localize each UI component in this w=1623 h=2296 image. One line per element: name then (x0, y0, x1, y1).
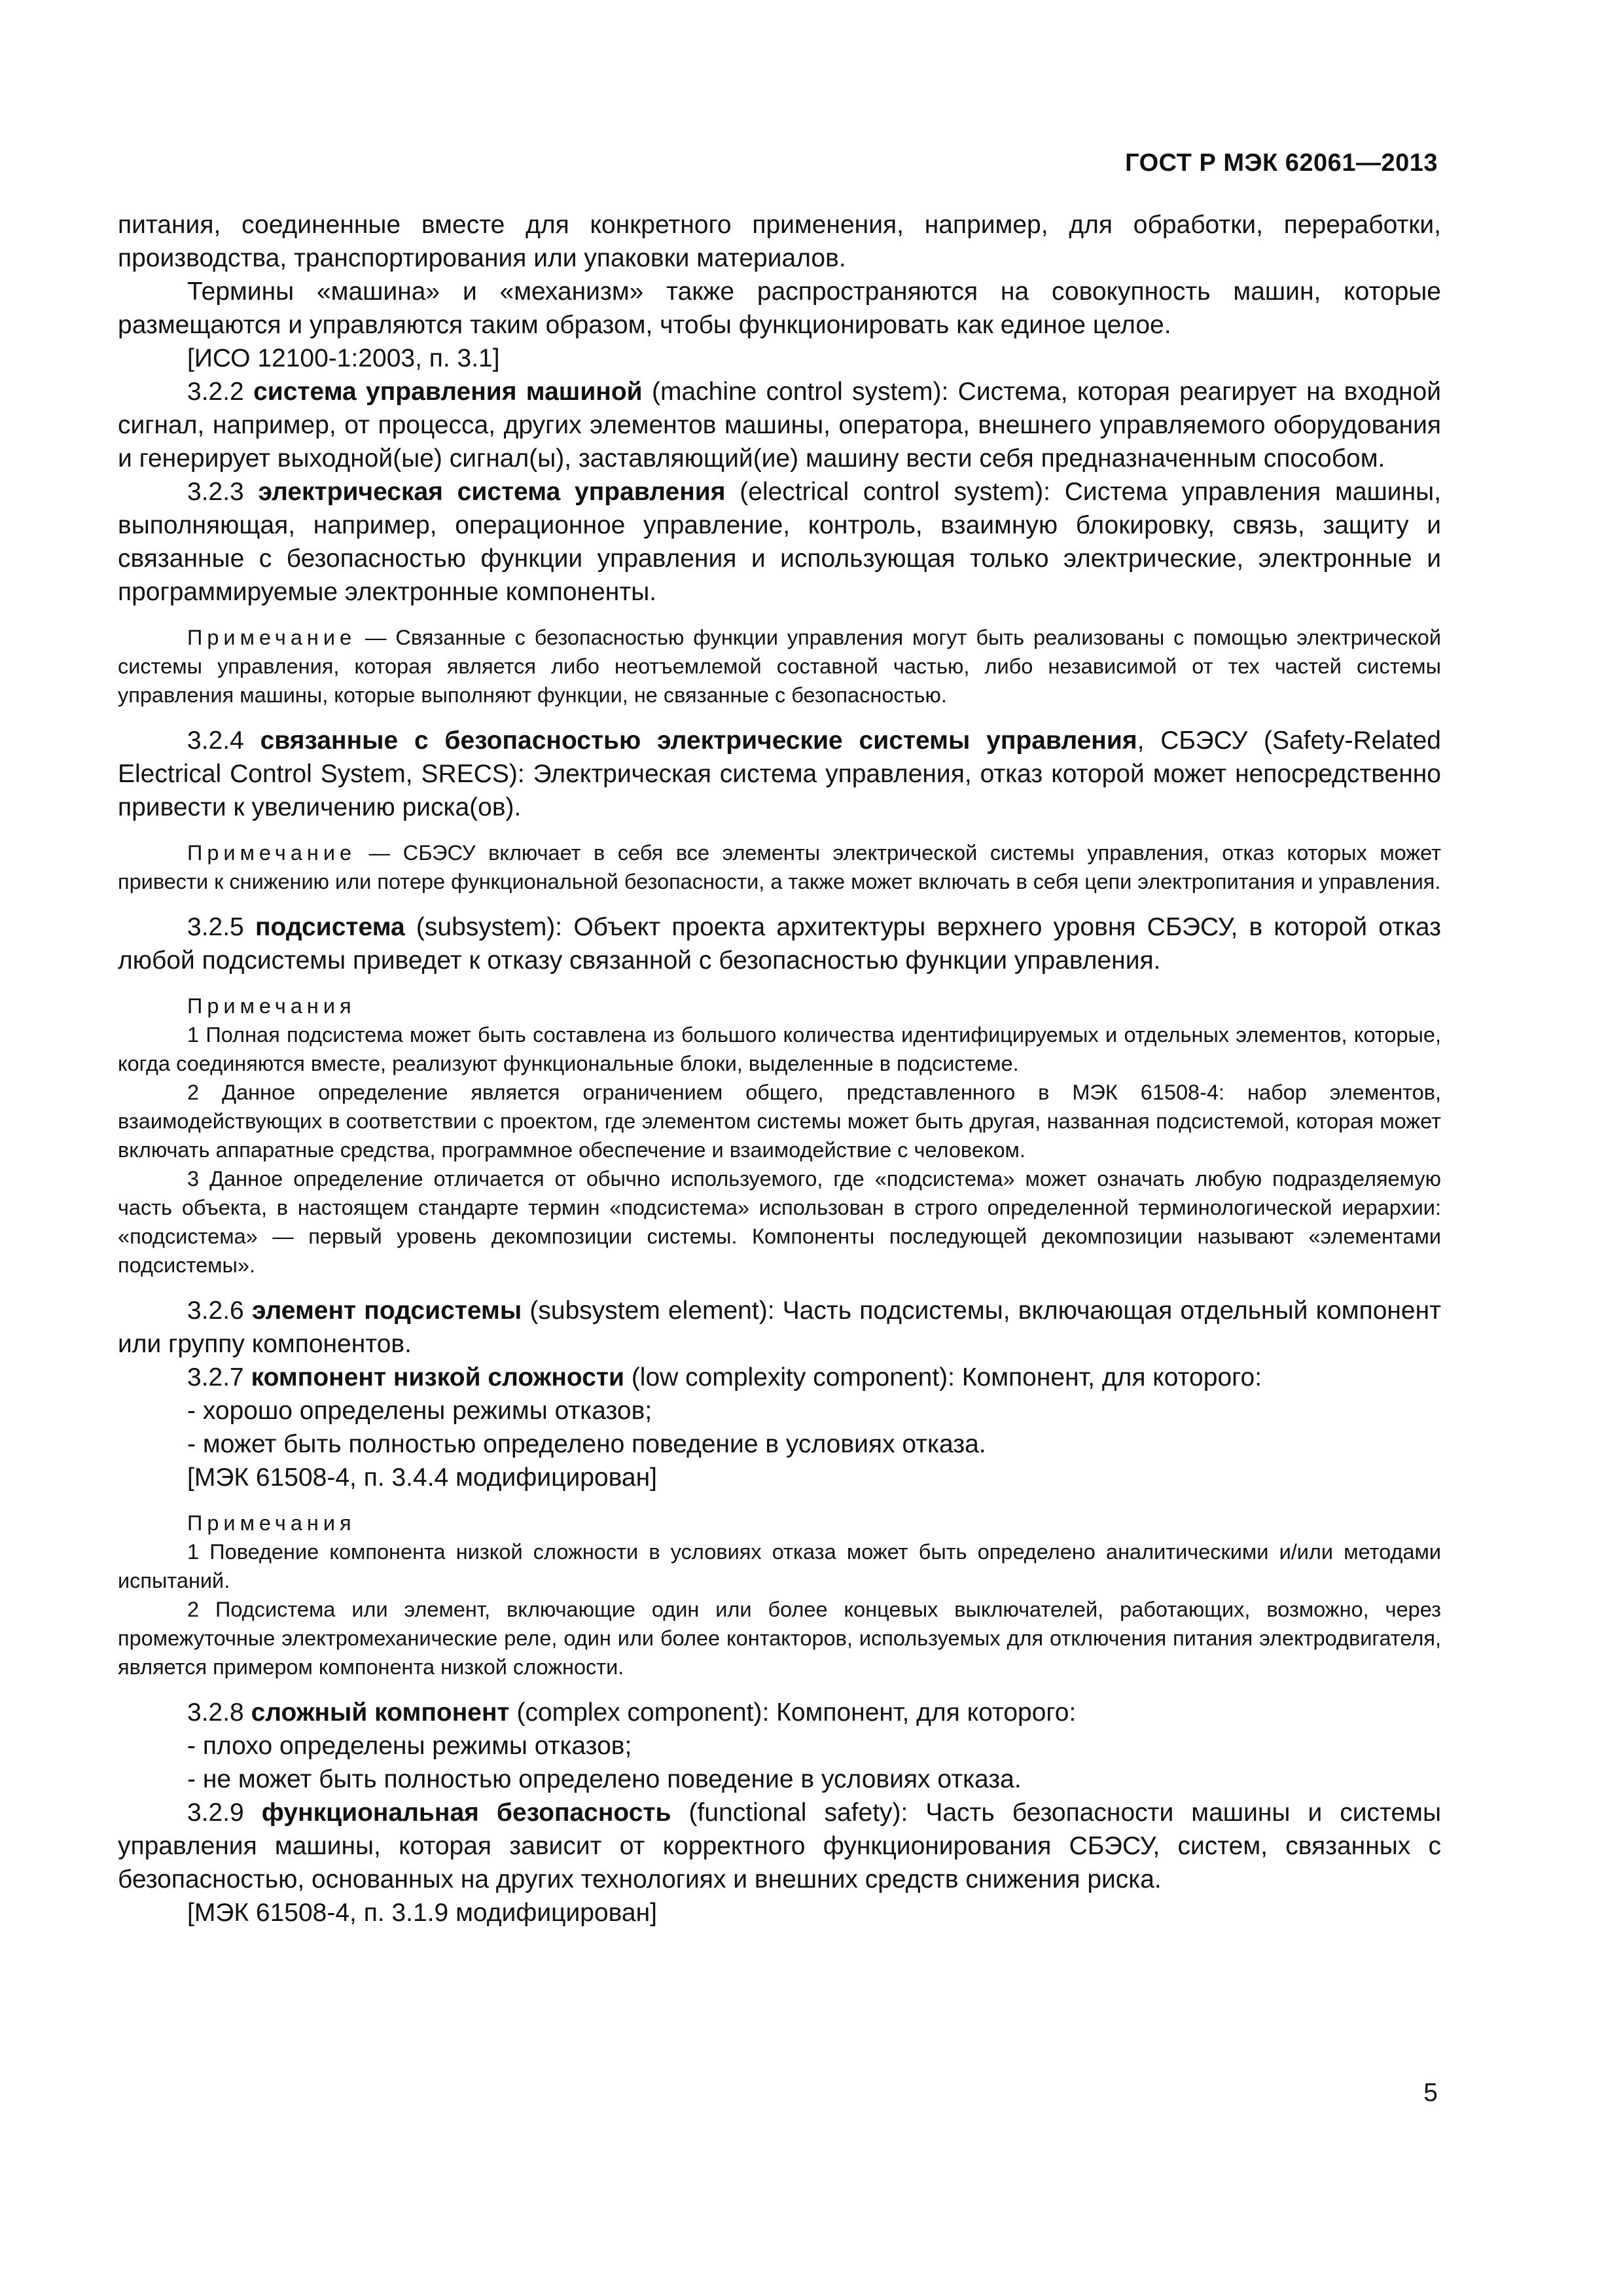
term-number: 3.2.9 (187, 1799, 244, 1827)
reference-iso: [ИСО 12100-1:2003, п. 3.1] (187, 344, 500, 372)
term-number: 3.2.8 (187, 1698, 244, 1727)
intro-terms-paragraph: Термины «машина» и «механизм» также распространяются на совокупность машин, которые размещаются и управляются таким образом, чтобы функционировать как единое целое. (118, 278, 1441, 339)
term-number: 3.2.4 (187, 726, 244, 755)
document-code-header: ГОСТ Р МЭК 62061—2013 (1125, 149, 1438, 177)
notes-label: Примечания (187, 1511, 356, 1535)
term-number: 3.2.7 (187, 1363, 244, 1391)
term-3-2-5 (118, 910, 1441, 977)
term-number: 3.2.3 (187, 478, 244, 506)
term-definition: (low complexity component): Компонент, для которого: (631, 1363, 1262, 1391)
term-3-2-2 (118, 375, 1441, 475)
term-3-2-8 (118, 1696, 1441, 1729)
note-label: Примечание (187, 841, 357, 865)
note-3-2-4 (118, 838, 1441, 896)
reference-iec-3-1-9: [МЭК 61508-4, п. 3.1.9 модифицирован] (187, 1899, 657, 1927)
term-number: 3.2.5 (187, 913, 244, 941)
note-label: Примечание (187, 626, 357, 649)
note-3-2-3 (118, 623, 1441, 709)
page-body (118, 208, 1441, 1929)
term-definition: (complex component): Компонент, для которого: (516, 1698, 1077, 1727)
term-definition: (functional safety): Часть безопасности машины и системы управления машины, которая зависит от корректного функционирования СБЭСУ, систем, связанных с безопасностью, основанных на других технологиях и внешних средств снижения риска. (118, 1799, 1441, 1893)
term-name: связанные с безопасностью электрические системы управления (260, 726, 1137, 755)
term-name: функциональная безопасность (261, 1799, 671, 1827)
term-definition: (machine control system): Система, которая реагирует на входной сигнал, например, от процесса, других элементов машины, оператора, внешнего управляемого оборудования и генерирует выходной(ые) сигнал(ы), заставляющий(ие) машину вести себя предназначенным способом. (118, 378, 1441, 473)
term-definition: (electrical control system): Система управления машины, выполняющая, например, операционное управление, контроль, взаимную блокировку, связь, защиту и связанные с безопасностью функции управления и использующая только электрические, электронные и программируемые электронные компоненты. (118, 478, 1441, 606)
page-number: 5 (1423, 2079, 1438, 2107)
term-definition: (subsystem element): Часть подсистемы, включающая отдельный компонент или группу компонентов. (118, 1297, 1442, 1358)
term-name: сложный компонент (251, 1698, 510, 1727)
term-name: электрическая система управления (258, 478, 726, 506)
list-item: - может быть полностью определено поведение в условиях отказа. (187, 1430, 986, 1458)
notes-label: Примечания (187, 994, 356, 1018)
notes-heading-3-2-5 (118, 992, 1441, 1020)
term-3-2-7 (118, 1361, 1441, 1394)
note-item: 2 Подсистема или элемент, включающие один или более концевых выключателей, работающих, возможно, через промежуточные электромеханические реле, один или более контакторов, используемых для отключения питания электродвигателя, является примером компонента низкой сложности. (118, 1598, 1441, 1679)
intro-continuation: питания, соединенные вместе для конкретного применения, например, для обработки, переработки, производства, транспортирования или упаковки материалов. (118, 211, 1441, 272)
list-item: - хорошо определены режимы отказов; (187, 1397, 652, 1425)
term-definition: (subsystem): Объект проекта архитектуры верхнего уровня СБЭСУ, в которой отказ любой подсистемы приведет к отказу связанной с безопасностью функции управления. (118, 913, 1441, 975)
notes-heading-3-2-7 (118, 1509, 1441, 1537)
term-name: система управления машиной (253, 378, 643, 406)
note-item: 3 Данное определение отличается от обычно используемого, где «подсистема» может означать любую подразделяемую часть объекта, в настоящем стандарте термин «подсистема» использован в строго определенной терминологической иерархии: «подсистема» — первый уровень декомпозиции системы. Компоненты последующей декомпозиции называют «элементами подсистемы». (118, 1167, 1441, 1277)
note-item: 1 Поведение компонента низкой сложности в условиях отказа может быть определено аналитическими и/или методами испытаний. (118, 1540, 1441, 1592)
note-item: 1 Полная подсистема может быть составлена из большого количества идентифицируемых и отдельных элементов, которые, когда соединяются вместе, реализуют функциональные блоки, выделенные в подсистеме. (118, 1023, 1441, 1075)
term-3-2-3 (118, 475, 1441, 609)
note-text: — СБЭСУ включает в себя все элементы электрической системы управления, отказ которых может привести к снижению или потере функциональной безопасности, а также может включать в себя цепи электропитания и управления. (118, 841, 1441, 893)
term-name: элемент подсистемы (251, 1297, 522, 1325)
term-number: 3.2.2 (187, 378, 244, 406)
note-text: — Связанные с безопасностью функции управления могут быть реализованы с помощью электрической системы управления, которая является либо неотъемлемой составной частью, либо независимой от тех частей системы управления машины, которые выполняют функции, не связанные с безопасностью. (118, 626, 1442, 707)
note-item: 2 Данное определение является ограничением общего, представленного в МЭК 61508-4: набор элементов, взаимодействующих в соответствии с проектом, где элементом системы может быть другая, названная подсистемой, которая может включать аппаратные средства, программное обеспечение и взаимодействие с человеком. (118, 1081, 1441, 1162)
term-number: 3.2.6 (187, 1297, 244, 1325)
list-item: - не может быть полностью определено поведение в условиях отказа. (187, 1765, 1022, 1793)
term-3-2-6 (118, 1294, 1441, 1361)
term-name: подсистема (255, 913, 405, 941)
term-3-2-9 (118, 1796, 1441, 1896)
term-definition: , СБЭСУ (Safety-Related Electrical Control System, SRECS): Электрическая система управления, отказ которой может непосредственно привести к увеличению риска(ов). (118, 726, 1441, 821)
list-item: - плохо определены режимы отказов; (187, 1732, 632, 1760)
term-name: компонент низкой сложности (251, 1363, 624, 1391)
term-3-2-4 (118, 724, 1441, 824)
reference-iec-3-4-4: [МЭК 61508-4, п. 3.4.4 модифицирован] (187, 1463, 657, 1492)
